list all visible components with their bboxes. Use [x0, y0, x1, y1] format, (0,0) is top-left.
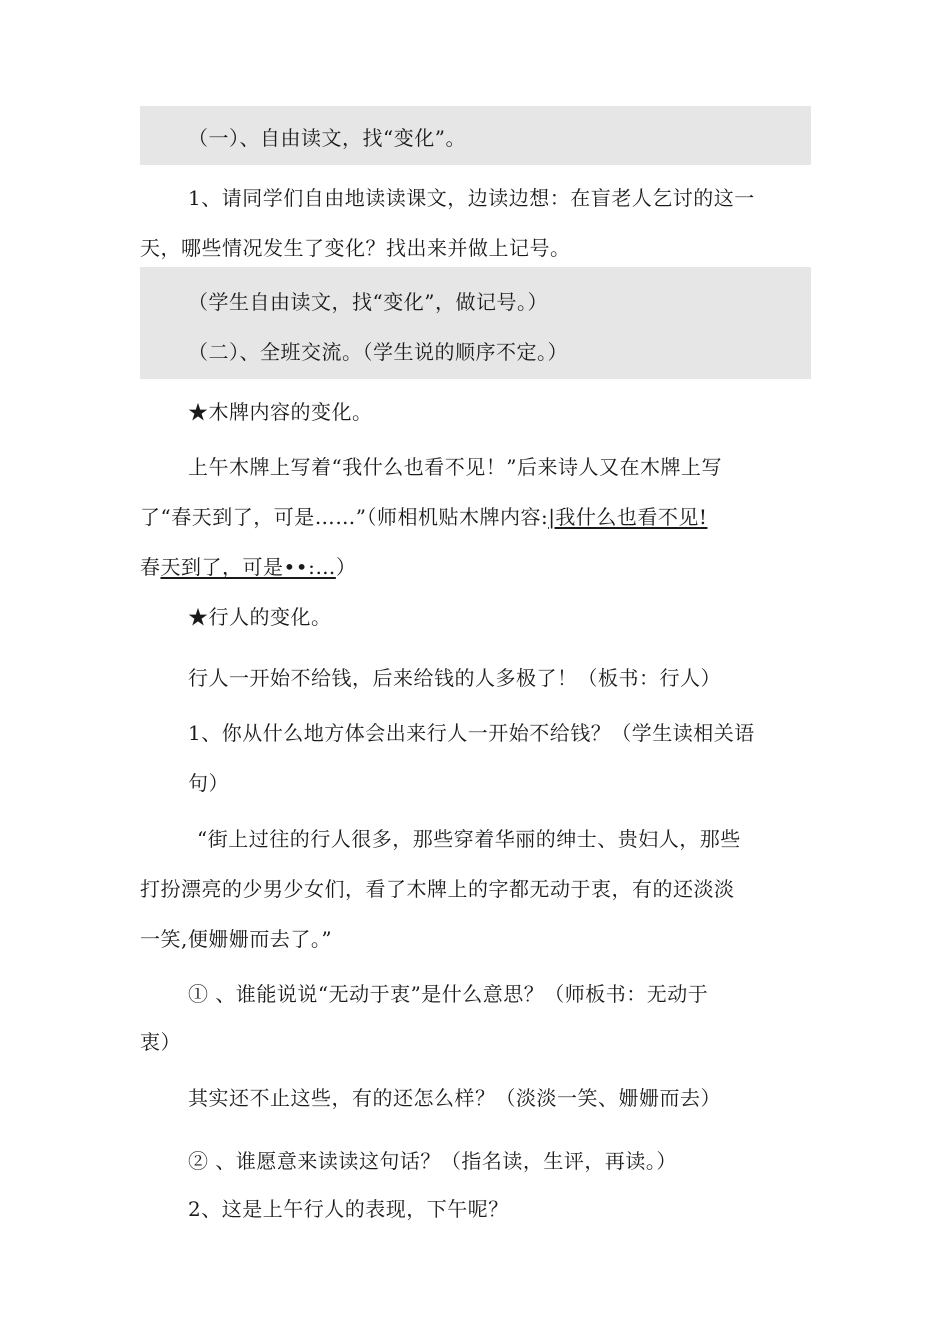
sign-content-underlined-2: 天到了，可是••:…	[160, 555, 336, 579]
section-heading-1: （一）、自由读文，找“变化”。	[188, 126, 466, 150]
sign-content-underlined: |我什么也看不见!	[548, 505, 708, 529]
sub-question-2: ② 、谁愿意来读读这句话？（指名读，生评，再读。）	[188, 1149, 677, 1173]
walkers-summary: 行人一开始不给钱，后来给钱的人多极了！（板书：行人）	[188, 666, 721, 690]
quote-line-2: 打扮漂亮的少男少女们，看了木牌上的字都无动于衷，有的还淡淡	[140, 877, 735, 901]
sign-paragraph-text: 了“春天到了，可是……”（师相机贴木牌内容:	[140, 505, 549, 529]
sign-change-title: ★木牌内容的变化。	[188, 400, 373, 424]
question-1-line-1: 1、请同学们自由地读读课文，边读边想：在盲老人乞讨的这一	[188, 186, 755, 210]
quote-line-1: “街上过往的行人很多，那些穿着华丽的绅士、贵妇人，那些	[197, 827, 741, 851]
student-activity-note: （学生自由读文，找“变化”，做记号。）	[188, 290, 548, 314]
walkers-question-1-line-2: 句）	[188, 771, 229, 795]
sign-paragraph-text-start: 春	[140, 555, 161, 579]
walkers-change-title: ★行人的变化。	[188, 605, 332, 629]
sign-paragraph-line-2	[140, 503, 707, 531]
walkers-question-1-line-1: 1、你从什么地方体会出来行人一开始不给钱？（学生读相关语	[188, 721, 755, 745]
sub-question-1-line-2: 衷）	[140, 1030, 181, 1054]
sign-paragraph-line-3	[140, 553, 356, 581]
section-heading-2: （二）、全班交流。（学生说的顺序不定。）	[188, 340, 568, 364]
sign-paragraph-text-end: ）	[335, 555, 357, 579]
question-1-line-2: 天，哪些情况发生了变化？找出来并做上记号。	[140, 236, 571, 260]
more-reactions: 其实还不止这些，有的还怎么样？（淡淡一笑、姗姗而去）	[188, 1086, 721, 1110]
quote-line-3: 一笑,便姗姗而去了。”	[140, 927, 333, 951]
sign-paragraph-line-1: 上午木牌上写着“我什么也看不见！”后来诗人又在木牌上写	[188, 455, 722, 479]
sub-question-1-line-1: ① 、谁能说说“无动于衷”是什么意思？（师板书：无动于	[188, 982, 709, 1006]
walkers-question-2: 2、这是上午行人的表现，下午呢？	[188, 1197, 509, 1221]
